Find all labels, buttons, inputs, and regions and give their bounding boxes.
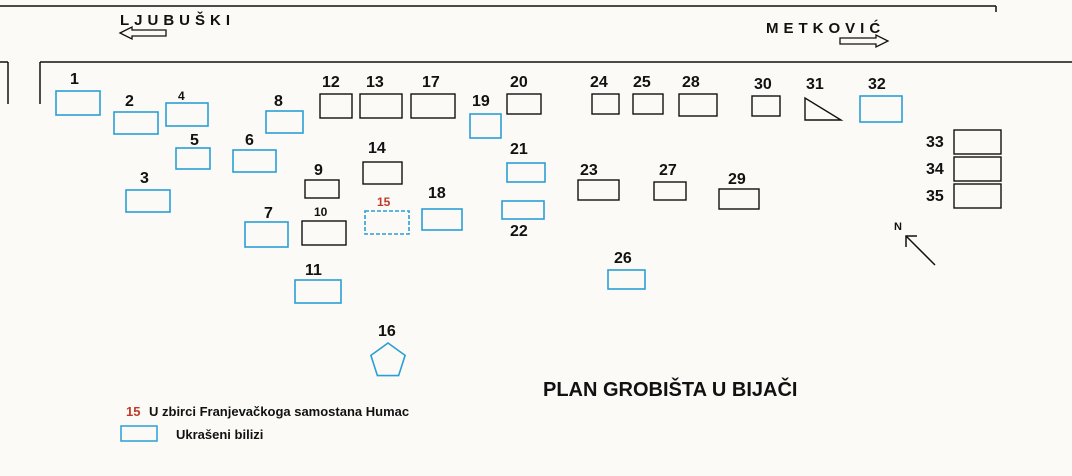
stone-17-shape	[411, 94, 455, 118]
stone-18-shape	[422, 209, 462, 230]
stone-6-label: 6	[245, 132, 254, 149]
stone-25-shape	[633, 94, 663, 114]
stone-30-label: 30	[754, 76, 772, 93]
stone-9-label: 9	[314, 162, 323, 179]
stone-26-shape	[608, 270, 645, 289]
stone-20	[507, 74, 541, 114]
stone-23-shape	[578, 180, 619, 200]
stone-28	[679, 74, 717, 116]
stone-22-label: 22	[510, 223, 528, 240]
road	[0, 6, 1072, 104]
north-label: N	[894, 221, 902, 233]
stone-3	[126, 170, 170, 212]
stone-18	[422, 185, 462, 230]
stone-3-label: 3	[140, 170, 149, 187]
stone-18-label: 18	[428, 185, 446, 202]
stone-17-label: 17	[422, 74, 440, 91]
stones	[56, 71, 1001, 376]
stone-2	[114, 93, 158, 134]
stone-23	[578, 162, 619, 200]
legend-lost-text: U zbirci Franjevačkoga samostana Humac	[149, 404, 410, 419]
stone-6	[233, 132, 276, 172]
stone-33	[926, 130, 1001, 154]
stone-33-shape	[954, 130, 1001, 154]
stone-28-label: 28	[682, 74, 700, 91]
stone-15-label: 15	[377, 195, 391, 209]
stone-34	[926, 157, 1001, 181]
stone-12	[320, 74, 352, 118]
stone-11-label: 11	[305, 262, 322, 279]
stone-24	[590, 74, 619, 114]
stone-31-label: 31	[806, 76, 824, 93]
stone-29-shape	[719, 189, 759, 209]
stone-29	[719, 171, 759, 209]
north-arrow-shaft	[906, 236, 935, 265]
stone-34-label: 34	[926, 161, 944, 178]
stone-8-label: 8	[274, 93, 283, 110]
stone-3-shape	[126, 190, 170, 212]
stone-8	[266, 93, 303, 133]
stone-2-shape	[114, 112, 158, 134]
stone-7-label: 7	[264, 205, 273, 222]
stone-19-label: 19	[472, 93, 490, 110]
stone-30-shape	[752, 96, 780, 116]
stone-10	[302, 205, 346, 245]
road-label-ljubuski: LJUBUŠKI	[120, 12, 236, 29]
stone-6-shape	[233, 150, 276, 172]
stone-11	[295, 262, 341, 303]
stone-2-label: 2	[125, 93, 134, 110]
stone-26-label: 26	[614, 250, 632, 267]
stone-16-shape	[371, 343, 405, 376]
stone-29-label: 29	[728, 171, 746, 188]
plan-title: PLAN GROBIŠTA U BIJAČI	[543, 379, 798, 401]
stone-20-shape	[507, 94, 541, 114]
stone-24-label: 24	[590, 74, 608, 91]
stone-19	[470, 93, 501, 138]
stone-28-shape	[679, 94, 717, 116]
stone-13-label: 13	[366, 74, 384, 91]
stone-8-shape	[266, 111, 303, 133]
stone-21-shape	[507, 163, 545, 182]
north-arrow	[894, 221, 935, 265]
stone-10-label: 10	[314, 205, 328, 219]
stone-15-shape	[365, 211, 409, 234]
legend-decorated-text: Ukrašeni bilizi	[176, 427, 264, 442]
stone-14-label: 14	[368, 140, 386, 157]
stone-10-shape	[302, 221, 346, 245]
stone-12-shape	[320, 94, 352, 118]
stone-9-shape	[305, 180, 339, 198]
stone-4-label: 4	[178, 89, 185, 103]
stone-22-shape	[502, 201, 544, 219]
stone-14	[363, 140, 402, 184]
road-label-metkovic: METKOVIĆ	[766, 20, 886, 37]
stone-32-shape	[860, 96, 902, 122]
stone-4-shape	[166, 103, 208, 126]
stone-26	[608, 250, 645, 289]
stone-15	[365, 195, 409, 234]
stone-34-shape	[954, 157, 1001, 181]
stone-21-label: 21	[510, 141, 528, 158]
stone-4	[166, 89, 208, 126]
stone-30	[752, 76, 780, 116]
legend-lost-number: 15	[126, 404, 141, 419]
stone-5-label: 5	[190, 132, 199, 149]
stone-32-label: 32	[868, 76, 886, 93]
stone-33-label: 33	[926, 134, 944, 151]
stone-22	[502, 201, 544, 240]
stone-31-shape	[805, 98, 841, 120]
stone-23-label: 23	[580, 162, 598, 179]
stone-13-shape	[360, 94, 402, 118]
stone-14-shape	[363, 162, 402, 184]
stone-20-label: 20	[510, 74, 528, 91]
stone-11-shape	[295, 280, 341, 303]
stone-19-shape	[470, 114, 501, 138]
stone-1-label: 1	[70, 71, 79, 88]
stone-31	[805, 76, 841, 120]
stone-35-label: 35	[926, 188, 944, 205]
stone-1	[56, 71, 100, 115]
stone-7-shape	[245, 222, 288, 247]
stone-13	[360, 74, 402, 118]
stone-5-shape	[176, 148, 210, 169]
stone-32	[860, 76, 902, 122]
stone-16-label: 16	[378, 323, 396, 340]
stone-17	[411, 74, 455, 118]
stone-35-shape	[954, 184, 1001, 208]
stone-27	[654, 162, 686, 200]
legend	[121, 404, 409, 442]
stone-9	[305, 162, 339, 198]
stone-5	[176, 132, 210, 169]
stone-25-label: 25	[633, 74, 651, 91]
stone-24-shape	[592, 94, 619, 114]
stone-27-label: 27	[659, 162, 677, 179]
stone-27-shape	[654, 182, 686, 200]
stone-35	[926, 184, 1001, 208]
stone-21	[507, 141, 545, 182]
stone-12-label: 12	[322, 74, 340, 91]
stone-7	[245, 205, 288, 247]
stone-16	[371, 323, 405, 376]
stone-1-shape	[56, 91, 100, 115]
legend-decorated-swatch	[121, 426, 157, 441]
stone-25	[633, 74, 663, 114]
